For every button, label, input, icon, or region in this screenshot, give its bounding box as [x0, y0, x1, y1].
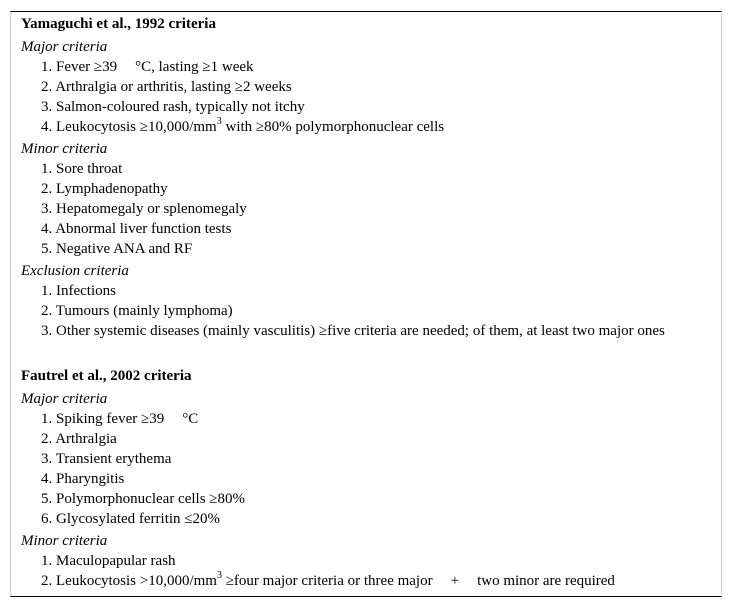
fautrel-major-item-1: 1. Spiking fever ≥39 °C — [41, 411, 199, 427]
yamaguchi-major-item-2: 2. Arthralgia or arthritis, lasting ≥2 weeks — [41, 79, 292, 95]
yamaguchi-minor-item-1: 1. Sore throat — [41, 161, 123, 177]
fautrel-major-item-2: 2. Arthralgia — [41, 431, 117, 447]
criteria-table — [10, 11, 722, 597]
fautrel-minor-label: Minor criteria — [21, 533, 108, 549]
section-title-yamaguchi: Yamaguchi et al., 1992 criteria — [21, 16, 216, 32]
yamaguchi-major-item-3: 3. Salmon-coloured rash, typically not itchy — [41, 99, 305, 115]
yamaguchi-exclusion-item-3: 3. Other systemic diseases (mainly vasculitis) ≥five criteria are needed; of them, at least two major ones — [41, 323, 665, 339]
yamaguchi-exclusion-label: Exclusion criteria — [21, 263, 129, 279]
fautrel-major-label: Major criteria — [21, 391, 108, 407]
fautrel-major-item-5: 5. Polymorphonuclear cells ≥80% — [41, 491, 246, 507]
yamaguchi-minor-item-3: 3. Hepatomegaly or splenomegaly — [41, 201, 247, 217]
yamaguchi-exclusion-item-1: 1. Infections — [41, 283, 116, 299]
yamaguchi-major-item-4: 4. Leukocytosis $\ge 10,000/mm^3$ with ≥80% polymorphonuclear cells — [41, 116, 445, 135]
yamaguchi-minor-item-4: 4. Abnormal liver function tests — [41, 221, 232, 237]
section-title-fautrel: Fautrel et al., 2002 criteria — [21, 368, 192, 384]
yamaguchi-minor-item-5: 5. Negative ANA and RF — [41, 241, 193, 257]
fautrel-major-item-4: 4. Pharyngitis — [41, 471, 125, 487]
fautrel-major-item-6: 6. Glycosylated ferritin ≤20% — [41, 511, 221, 527]
fautrel-minor-item-1: 1. Maculopapular rash — [41, 553, 176, 569]
yamaguchi-minor-label: Minor criteria — [21, 141, 108, 157]
fautrel-major-item-3: 3. Transient erythema — [41, 451, 172, 467]
yamaguchi-minor-item-2: 2. Lymphadenopathy — [41, 181, 168, 197]
yamaguchi-major-item-1: 1. Fever ≥39 °C, lasting ≥1 week — [41, 59, 254, 75]
yamaguchi-exclusion-item-2: 2. Tumours (mainly lymphoma) — [41, 303, 233, 319]
fautrel-minor-item-2: 2. Leukocytosis $>10,000/mm^3$ ≥four major criteria or three major + two minor are required — [41, 570, 615, 589]
yamaguchi-major-label: Major criteria — [21, 39, 108, 55]
